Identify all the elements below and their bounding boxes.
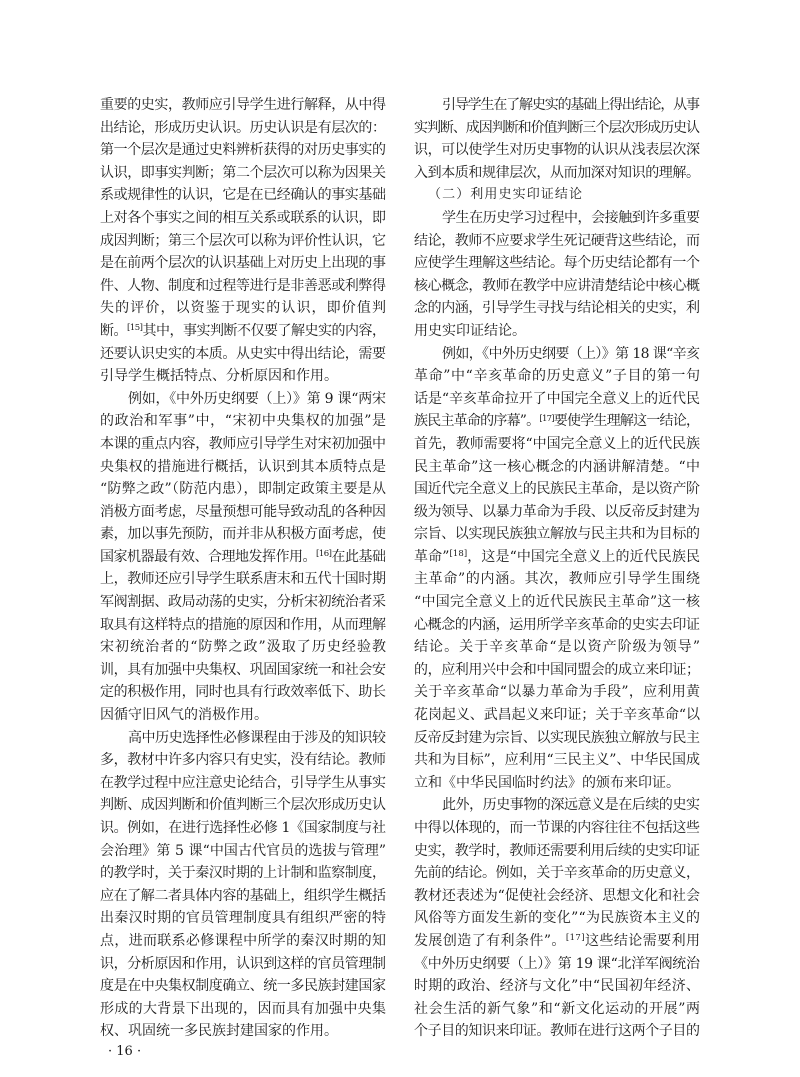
text-line: 花岗起义、武昌起义来印证；关于辛亥革命“以	[414, 707, 700, 724]
text-line: 识，可以使学生对历史事物的认识从浅表层次深	[414, 142, 700, 159]
text-line: 反帝反封建为宗旨、以实现民族独立解放与民主	[414, 729, 700, 746]
text-line: 教材还表述为“促使社会经济、思想文化和社会	[414, 887, 700, 904]
text-line: 成因判断；第三个层次可以称为评价性认识，它	[100, 232, 386, 249]
text-line: 《中外历史纲要（上）》第 19 课“北洋军阀统治	[414, 955, 700, 972]
text-line: 例如，《中外历史纲要（上）》第 9 课“两宋	[128, 390, 386, 407]
text-line: 引导学生在了解史实的基础上得出结论，从事	[442, 97, 699, 113]
text-line: 形成的大背景下出现的，因而具有加强中央集	[100, 1000, 387, 1017]
text-line: 出结论，形成历史认识。历史认识是有层次的：	[100, 119, 386, 136]
text-line: 本课的重点内容，教师应引导学生对宋初加强中	[100, 435, 386, 452]
text-line: 系或规律性的认识，它是在已经确认的事实基础	[100, 187, 386, 204]
text-line: 风俗等方面发生新的变化”“为民族资本主义的	[414, 910, 701, 927]
text-line: 社会生活的新气象”和“新文化运动的开展”两	[414, 1000, 701, 1017]
text-line: 上对各个事实之间的相互关系或联系的认识，即	[100, 209, 386, 226]
text-line: 心概念的内涵，运用所学辛亥革命的史实去印证	[414, 616, 700, 633]
text-line: 首先，教师需要将“中国完全意义上的近代民族	[414, 435, 700, 452]
text-line: 级为领导、以暴力革命为手段、以反帝反封建为	[414, 503, 700, 520]
text-line: 的教学时，关于秦汉时期的上计制和监察制度，	[100, 865, 386, 882]
text-line: 先前的结论。例如，关于辛亥革命的历史意义，	[414, 865, 700, 882]
text-line: 的政治和军事”中，“宋初中央集权的加强”是	[100, 413, 387, 430]
text-line: 国近代完全意义上的民族民主革命，是以资产阶	[414, 481, 700, 498]
text-line: 个子目的知识来印证。教师在进行这两个子目的	[414, 1023, 700, 1040]
text-line: 入到本质和规律层次，从而加深对知识的理解。	[414, 164, 700, 181]
text-line: 失的评价，以资鉴于现实的认识，即价值判	[100, 300, 388, 317]
text-line: 话是“辛亥革命拉开了中国完全意义上的近代民	[414, 390, 700, 407]
text-line: 取具有这样特点的措施的原因和作用，从而理解	[100, 616, 386, 633]
text-line: 上，教师还应引导学生联系唐末和五代十国时期	[100, 571, 386, 588]
text-line: 念的内涵，引导学生寻找与结论相关的史实，利	[414, 300, 700, 317]
text-line: 定的积极作用，同时也具有行政效率低下、助长	[100, 684, 386, 701]
text-line: 第一个层次是通过史料辨析获得的对历史事实的	[100, 142, 386, 159]
text-line: 中得以体现的，而一节课的内容往往不包括这些	[414, 820, 700, 836]
text-line: 此外，历史事物的深远意义是在后续的史实	[442, 797, 700, 814]
text-line: 出秦汉时期的官员管理制度具有组织严密的特	[100, 910, 387, 927]
text-line: 在教学过程中应注意史论结合，引导学生从事实	[100, 774, 386, 791]
citation-ref: [16]	[316, 549, 332, 560]
paragraph	[414, 207, 700, 343]
text-line: 认识，即事实判断；第二个层次可以称为因果关	[100, 164, 386, 181]
text-line: 重要的史实，教师应引导学生进行解释，从中得	[100, 97, 386, 113]
text-line: 会治理》第 5 课“中国古代官员的选拔与管理”	[100, 842, 387, 859]
paragraph	[100, 727, 386, 1043]
citation-ref: [17]	[539, 413, 554, 424]
text-line: 训，具有加强中央集权、巩固国家统一和社会安	[100, 661, 386, 678]
text-line: 共和为目标”，应利用“三民主义”、中华民国成	[414, 752, 700, 769]
text-line: 例如，《中外历史纲要（上）》第 18 课“辛亥	[442, 345, 700, 362]
text-line: “防弊之政”（防范内患），即制定政策主要是从	[100, 481, 387, 498]
text-line: 消极方面考虑，尽量预想可能导致动乱的各种因	[100, 503, 386, 520]
paragraph	[100, 388, 386, 727]
text-line: “中国完全意义上的近代民族民主革命”这一核	[414, 594, 701, 611]
text-line: 族民主革命的序幕”。[17]要使学生理解这一结论，	[414, 413, 700, 430]
paragraph	[414, 94, 700, 184]
text-line: 立和《中华民国临时约法》的颁布来印证。	[414, 774, 680, 791]
text-line: 革命”[18]，这是“中国完全意义上的近代民族民	[414, 548, 701, 565]
text-line: 结论。关于辛亥革命“是以资产阶级为领导”	[414, 639, 702, 656]
text-line: 发展创造了有利条件”。[17]这些结论需要利用	[414, 932, 701, 949]
text-line: 民主革命”这一核心概念的内涵讲解清楚。“中	[414, 458, 701, 475]
paragraph	[100, 94, 386, 388]
text-line: 史实，教学时，教师还需要利用后续的史实印证	[414, 842, 700, 859]
text-line: 判断、成因判断和价值判断三个层次形成历史认	[100, 797, 386, 814]
text-line: 素，加以事先预防，而并非从积极方面考虑，使	[100, 526, 386, 543]
text-line: 的，应利用兴中会和中国同盟会的成立来印证；	[414, 661, 700, 678]
text-line: 结论，教师不应要求学生死记硬背这些结论，而	[414, 232, 700, 249]
text-line: 关于辛亥革命“以暴力革命为手段”，应利用黄	[414, 684, 701, 701]
section-heading: （二）利用史实印证结论	[428, 187, 584, 203]
text-line: 用史实印证结论。	[414, 322, 526, 339]
text-line: 时期的政治、经济与文化”中“民国初年经济、	[414, 978, 701, 995]
citation-ref: [15]	[127, 323, 143, 334]
right-column	[414, 94, 700, 1043]
text-line: 央集权的措施进行概括，认识到其本质特点是	[100, 458, 387, 475]
paragraph	[414, 343, 700, 795]
text-line: 应使学生理解这些结论。每个历史结论都有一个	[414, 255, 700, 272]
text-line: 是在前两个层次的认识基础上对历史上出现的事	[100, 255, 386, 272]
text-line: 度是在中央集权制度确立、统一多民族封建国家	[100, 978, 386, 995]
text-line: 权、巩固统一多民族封建国家的作用。	[100, 1023, 338, 1040]
text-line: 革命”中“辛亥革命的历史意义”子目的第一句	[414, 368, 701, 385]
text-line: 应在了解二者具体内容的基础上，组织学生概括	[100, 887, 386, 904]
text-line: 引导学生概括特点、分析原因和作用。	[100, 368, 338, 385]
text-line: 断。[15]其中，事实判断不仅要了解史实的内容，	[100, 322, 386, 339]
text-line: 主革命”的内涵。其次，教师应引导学生围绕	[414, 571, 701, 588]
text-line: 实判断、成因判断和价值判断三个层次形成历史认	[414, 119, 699, 136]
text-line: 因循守旧风气的消极作用。	[100, 707, 268, 724]
text-line: 多，教材中许多内容只有史实，没有结论。教师	[100, 752, 386, 769]
text-line: 学生在历史学习过程中，会接触到许多重要	[442, 209, 700, 226]
text-line: 高中历史选择性必修课程由于涉及的知识较	[128, 729, 386, 746]
paragraph	[414, 794, 700, 1043]
text-line: 军阀割据、政局动荡的史实，分析宋初统治者采	[100, 594, 386, 611]
text-line: 还要认识史实的本质。从史实中得出结论，需要	[100, 345, 386, 362]
text-line: 识。例如，在进行选择性必修 1《国家制度与社	[100, 820, 386, 836]
citation-ref: [18]	[449, 549, 468, 560]
text-line: 点，进而联系必修课程中所学的秦汉时期的知	[100, 932, 387, 949]
text-line: 件、人物、制度和过程等进行是非善恶或利弊得	[100, 277, 386, 294]
page-number: · 16 ·	[108, 1044, 142, 1059]
text-line: 识，分析原因和作用，认识到这样的官员管理制	[100, 955, 386, 972]
text-line: 宗旨、以实现民族独立解放与民主共和为目标的	[414, 526, 700, 543]
text-line: 国家机器最有效、合理地发挥作用。[16]在此基础	[100, 548, 386, 565]
citation-ref: [17]	[565, 933, 586, 944]
text-line: 核心概念，教师在教学中应讲清楚结论中核心概	[414, 277, 700, 294]
left-column	[100, 94, 386, 1043]
text-line: 宋初统治者的“防弊之政”汲取了历史经验教	[100, 639, 388, 656]
